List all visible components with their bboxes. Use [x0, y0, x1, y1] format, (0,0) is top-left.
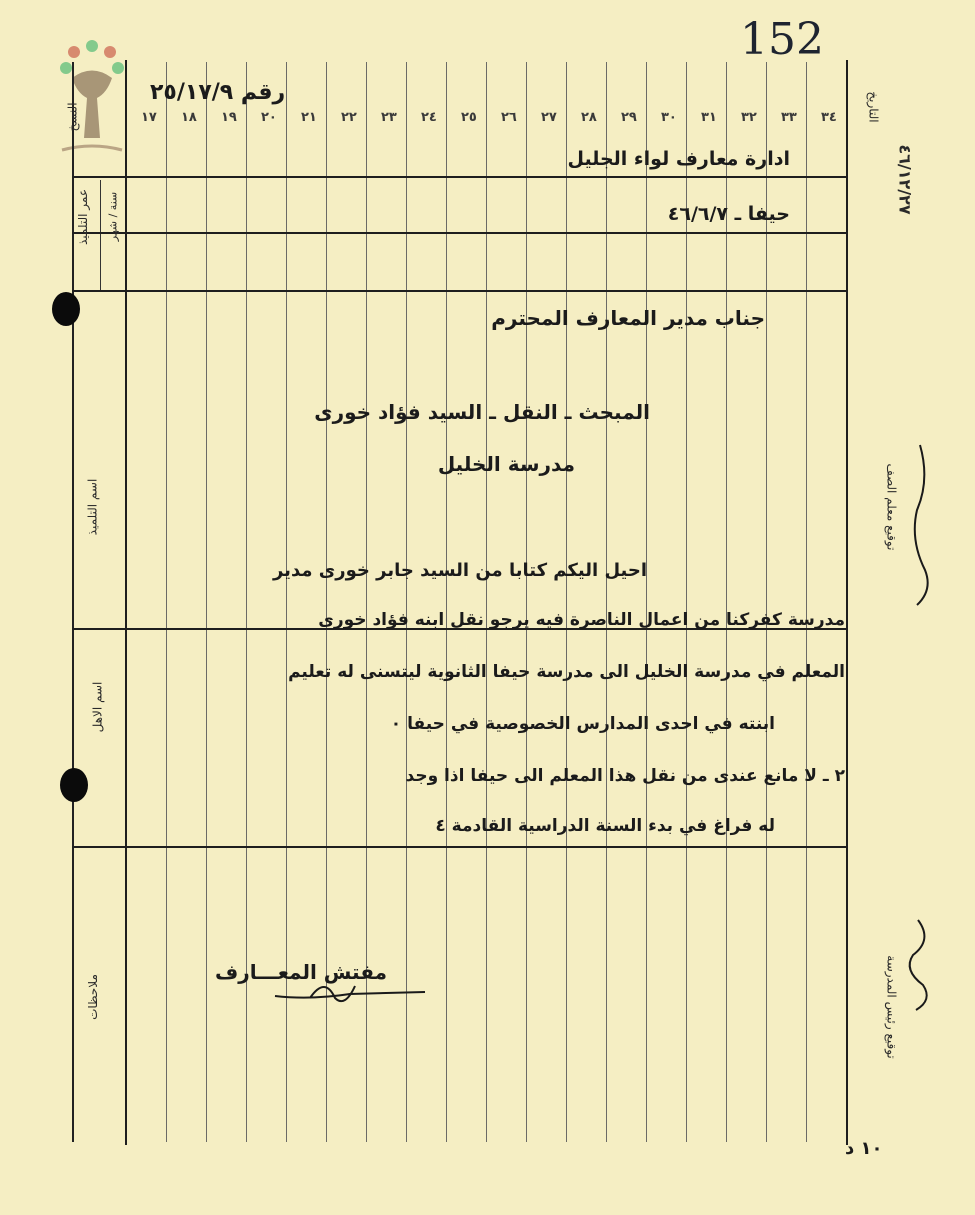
column-number: ١٧ — [141, 110, 157, 125]
column-number: ٢٨ — [581, 110, 597, 125]
column-number: ٢٧ — [541, 110, 557, 125]
reference-value: ٢٥/١٧/٩ — [150, 80, 234, 105]
column-number: ٢٢ — [341, 110, 357, 125]
grid-line — [100, 180, 101, 290]
punch-hole — [60, 768, 88, 802]
body-line: ابنته في احدى المدارس الخصوصية في حيفا ٠ — [390, 714, 775, 734]
body-line: له فراغ في بدء السنة الدراسية القادمة ٤ — [435, 816, 775, 836]
column-number: ١٩ — [221, 110, 237, 125]
column-number: ٣٠ — [661, 110, 677, 125]
left-margin-line — [72, 62, 74, 1142]
grid-line — [166, 62, 167, 1142]
column-number: ٢٩ — [621, 110, 637, 125]
column-number: ٣١ — [701, 110, 717, 125]
label-age-units: سنة / شهر — [106, 191, 120, 242]
handwritten-signature — [905, 440, 935, 610]
label-notes: ملاحظات — [85, 974, 100, 1020]
place-and-date: حيفا ـ ٤٦/٦/٧ — [667, 203, 790, 225]
column-number: ٣٣ — [781, 110, 797, 125]
label-student-age: عمر التلميذ — [75, 189, 90, 245]
grid-line — [486, 62, 487, 1142]
date-value: ٤٦/١٢/٢٧ — [895, 144, 915, 215]
grid-line — [606, 62, 607, 1142]
label-top: النسخ — [65, 102, 80, 132]
salutation: جناب مدير المعارف المحترم — [491, 306, 765, 330]
column-number: ٢٠ — [261, 110, 277, 125]
footer-code: ١٠ د — [845, 1138, 883, 1159]
grid-line — [446, 62, 447, 1142]
column-number: ٢٦ — [501, 110, 517, 125]
tree-logo-icon — [52, 38, 132, 168]
grid-frame-left — [125, 60, 127, 1145]
handwritten-page-number: 152 — [740, 14, 824, 65]
handwritten-signature — [898, 915, 938, 1015]
grid-line — [566, 62, 567, 1142]
column-number: ١٨ — [181, 110, 197, 125]
label-parent-name: اسم الاهل — [90, 681, 105, 733]
label-student-name: اسم التلميذ — [85, 478, 100, 536]
reference-label: رقم — [240, 80, 286, 105]
row-divider — [72, 232, 848, 234]
column-number: ٢٤ — [421, 110, 437, 125]
reference-number — [150, 80, 285, 105]
row-divider — [72, 290, 848, 292]
handwritten-signature — [270, 968, 435, 1008]
body-line: ٢ ـ لا مانع عندى من نقل هذا المعلم الى حيفا اذا وجد — [405, 766, 845, 786]
grid-line — [206, 62, 207, 1142]
label-teacher-signature: توقيع معلم الصف — [884, 463, 899, 551]
subject-line: المبحث ـ النقل ـ السيد فؤاد خورى — [314, 400, 650, 424]
row-divider — [72, 846, 848, 848]
row-divider — [72, 176, 848, 178]
column-number: ٢٣ — [381, 110, 397, 125]
column-number: ٢١ — [301, 110, 317, 125]
column-number: ٢٥ — [461, 110, 477, 125]
column-number: ٣٤ — [821, 110, 837, 125]
department-heading: ادارة معارف لواء الجليل — [567, 148, 790, 170]
punch-hole — [52, 292, 80, 326]
label-date: التاريخ — [866, 91, 881, 123]
body-line: المعلم في مدرسة الخليل الى مدرسة حيفا الثانوية ليتسنى له تعليم — [288, 662, 845, 682]
grid-frame-right — [846, 60, 848, 1145]
grid-line — [806, 62, 807, 1142]
label-principal-signature: توقيع رئيس المدرسة — [884, 955, 899, 1059]
body-line: مدرسة كفركنا من اعمال الناصرة فيه يرجو نقل ابنه فؤاد خورى — [318, 610, 845, 630]
signature-title: مفتش المعـــارف — [214, 960, 387, 984]
column-number: ٣٢ — [741, 110, 757, 125]
body-line: احيل اليكم كتابا من السيد جابر خورى مدير — [272, 560, 647, 581]
subject-school: مدرسة الخليل — [437, 452, 575, 476]
grid-line — [526, 62, 527, 1142]
grid-line — [646, 62, 647, 1142]
